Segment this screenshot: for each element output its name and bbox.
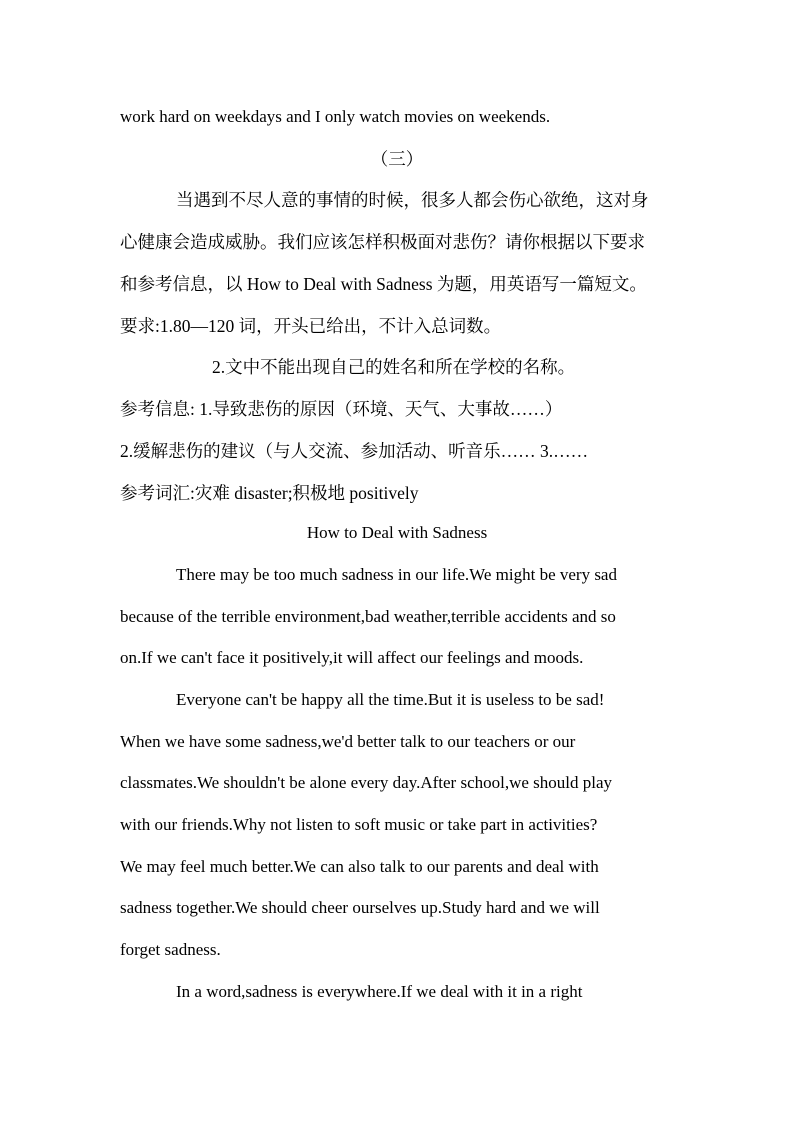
essay-line: In a word,sadness is everywhere.If we deal with it in a right — [176, 982, 583, 1001]
essay-line: There may be too much sadness in our life.We might be very sad — [176, 565, 617, 584]
essay-title: How to Deal with Sadness — [306, 523, 488, 542]
essay-line: with our friends.Why not listen to soft music or take part in activities? — [120, 815, 598, 834]
prompt-line: 和参考信息，以 How to Deal with Sadness 为题，用英语写一篇短文。 — [120, 274, 647, 294]
requirement-line: 2.文中不能出现自己的姓名和所在学校的名称。 — [212, 357, 576, 377]
essay-line: forget sadness. — [120, 940, 221, 959]
requirement-line: 要求:1.80—120 词，开头已给出，不计入总词数。 — [120, 316, 502, 336]
essay-line: on.If we can't face it positively,it will affect our feelings and moods. — [120, 648, 584, 667]
essay-line: because of the terrible environment,bad weather,terrible accidents and so — [120, 607, 616, 626]
essay-line: When we have some sadness,we'd better talk to our teachers or our — [120, 732, 576, 751]
prompt-line: 心健康会造成威胁。我们应该怎样积极面对悲伤？请你根据以下要求 — [120, 232, 645, 252]
reference-info-line: 参考信息: 1.导致悲伤的原因（环境、天气、大事故……） — [120, 399, 563, 419]
essay-line: classmates.We shouldn't be alone every day.After school,we should play — [120, 773, 613, 792]
continuation-line: work hard on weekdays and I only watch movies on weekends. — [120, 107, 551, 126]
essay-line: We may feel much better.We can also talk to our parents and deal with — [120, 857, 599, 876]
essay-line: Everyone can't be happy all the time.But it is useless to be sad! — [176, 690, 605, 709]
reference-info-line: 2.缓解悲伤的建议（与人交流、参加活动、听音乐…… 3.…… — [120, 441, 589, 461]
prompt-line: 当遇到不尽人意的事情的时候，很多人都会伤心欲绝，这对身 — [176, 190, 649, 210]
section-heading: （三） — [370, 149, 424, 169]
essay-line: sadness together.We should cheer ourselves up.Study hard and we will — [120, 898, 600, 917]
reference-vocab-line: 参考词汇:灾难 disaster;积极地 positively — [120, 483, 419, 503]
